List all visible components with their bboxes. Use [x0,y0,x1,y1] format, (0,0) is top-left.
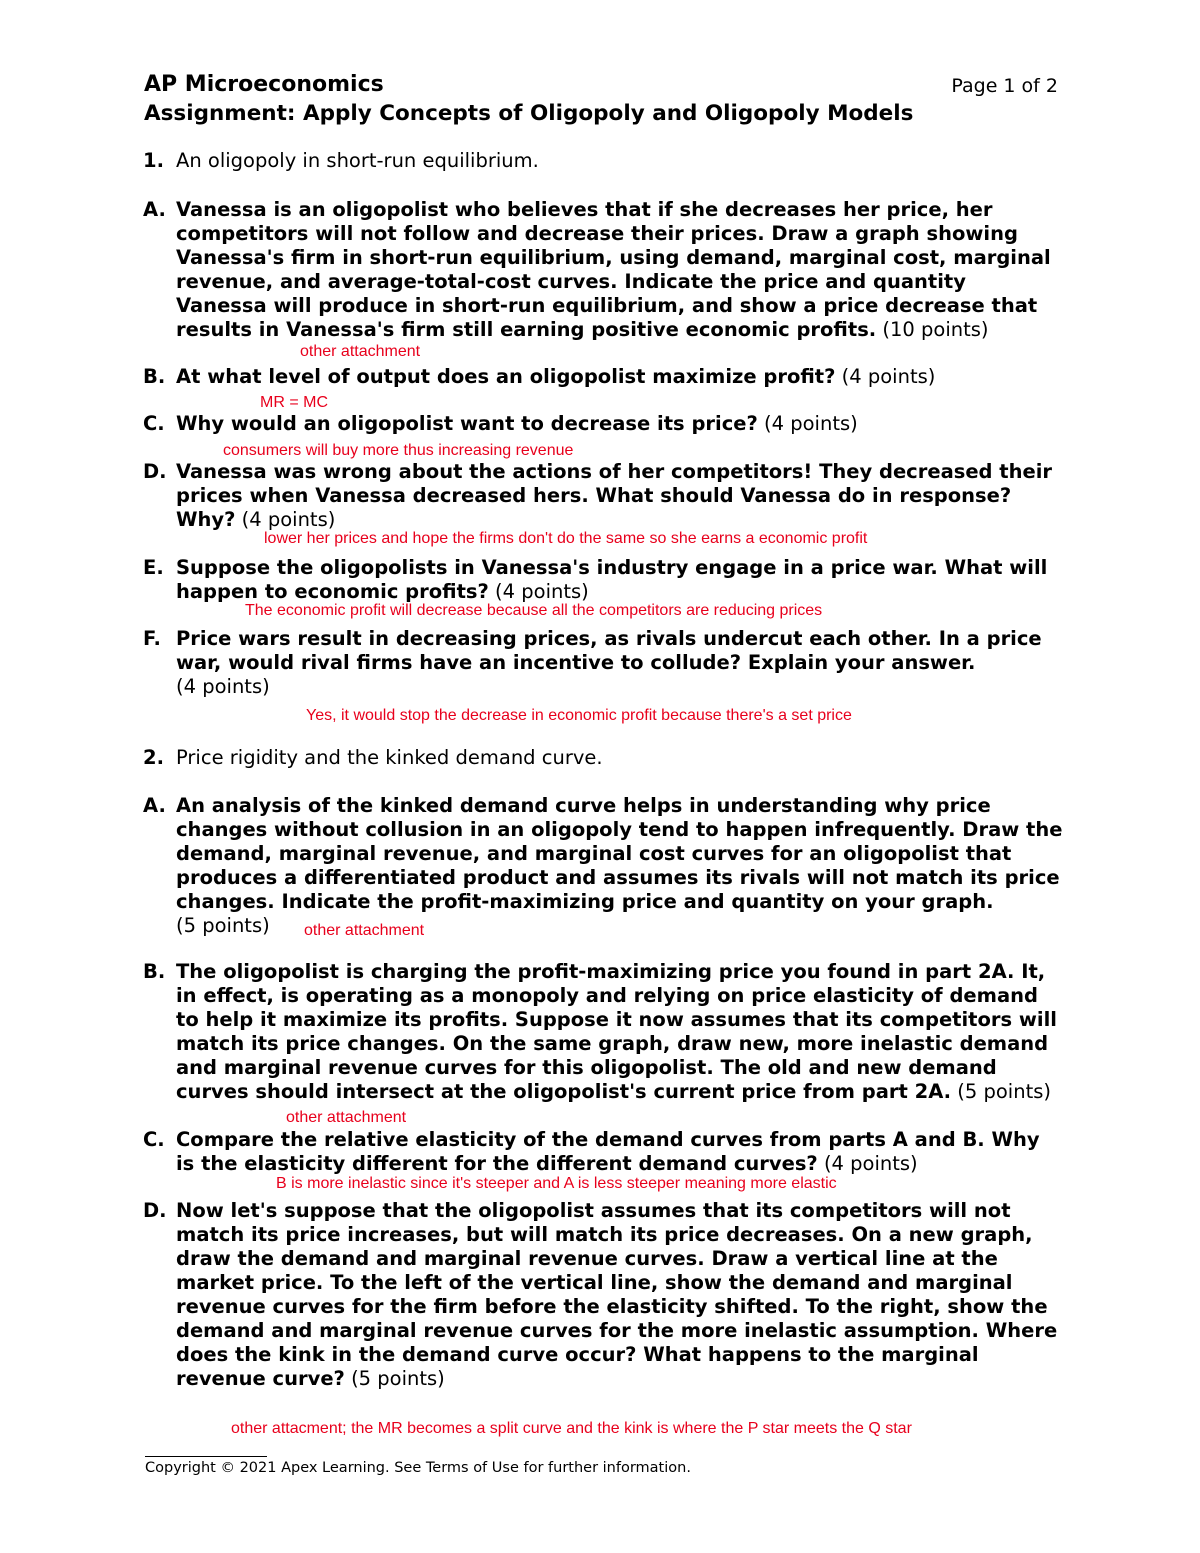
part-letter: A. [143,794,166,817]
part-letter: D. [143,460,167,483]
part-letter: C. [143,1128,165,1151]
footer-divider [145,1456,267,1457]
points: (4 points) [241,508,336,531]
part-text: The oligopolist is charging the profit-maximizing price you found in part 2A. It, in effect, is operating as a monopoly and relying on price elasticity of demand to help it maximize its profits. Suppose it now assumes that its competitors will match its price changes. On the same graph, draw new, more inelastic demand and marginal revenue curves for this oligopolist. The old and new demand curves should intersect at the oligopolist's current price from part 2A. [176,960,1057,1103]
question-1d [143,460,1063,532]
question-text: An oligopoly in short-run equilibrium. [176,149,539,172]
answer-2c: B is more inelastic since it's steeper and A is less steeper meaning more elastic [276,1175,837,1192]
part-letter: F. [143,627,161,650]
question-1e [143,556,1063,604]
points: (5 points) [957,1080,1051,1103]
part-text: Why would an oligopolist want to decrease its price? [176,412,758,435]
part-letter: C. [143,412,165,435]
answer-2b: other attachment [286,1109,407,1126]
part-letter: E. [143,556,164,579]
points: (5 points) [176,914,270,937]
points: (5 points) [351,1367,445,1390]
question-2-heading [143,746,1063,770]
points: (4 points) [841,365,936,388]
points: (4 points) [176,675,270,698]
question-1-heading [143,149,1063,173]
points: (4 points) [823,1152,918,1175]
part-text: Suppose the oligopolists in Vanessa's industry engage in a price war. What will happen to economic profits? [176,556,1048,603]
assignment-title: Assignment: Apply Concepts of Oligopoly and Oligopoly Models [144,101,914,126]
question-1b [143,365,1063,389]
answer-1a: other attachment [300,343,421,360]
answer-1f: Yes, it would stop the decrease in economic profit because there's a set price [306,707,852,724]
question-2c [143,1128,1063,1176]
answer-2a: other attachment [304,922,425,939]
question-2b [143,960,1063,1104]
question-2a [143,794,1063,938]
part-letter: A. [143,198,166,221]
part-text: Now let's suppose that the oligopolist assumes that its competitors will not match its price increases, but will match its price decreases. On a new graph, draw the demand and marginal revenue curves. Draw a vertical line at the market price. To the left of the vertical line, show the demand and marginal revenue curves for the firm before the elasticity shifted. To the right, show the demand and marginal revenue curves for the more inelastic assumption. Where does the kink in the demand curve occur? What happens to the marginal revenue curve? [176,1199,1058,1390]
question-text: Price rigidity and the kinked demand curve. [176,746,603,769]
part-letter: D. [143,1199,167,1222]
question-1f [143,627,1063,699]
question-number: 2. [143,746,164,769]
answer-1d: lower her prices and hope the firms don't do the same so she earns a economic profit [264,530,868,547]
answer-1c: consumers will buy more thus increasing revenue [223,442,574,459]
question-1c [143,412,1063,436]
points: (10 points) [882,318,989,341]
points: (4 points) [495,580,589,603]
part-text: Price wars result in decreasing prices, as rivals undercut each other. In a price war, would rival firms have an incentive to collude? Explain your answer. [176,627,1042,674]
part-text: Vanessa was wrong about the actions of her competitors! They decreased their prices when Vanessa decreased hers. What should Vanessa do in response? Why? [176,460,1053,531]
question-2d [143,1199,1063,1391]
part-letter: B. [143,960,166,983]
part-letter: B. [143,365,166,388]
course-title: AP Microeconomics [144,72,384,97]
page-number: Page 1 of 2 [951,75,1058,97]
answer-1e: The economic profit will decrease because all the competitors are reducing prices [245,602,823,619]
answer-2d: other attacment; the MR becomes a split curve and the kink is where the P star meets the Q star [231,1420,912,1437]
answer-1b: MR = MC [260,394,328,411]
copyright-notice: Copyright © 2021 Apex Learning. See Terms of Use for further information. [145,1460,691,1476]
part-text: At what level of output does an oligopolist maximize profit? [176,365,836,388]
part-text: An analysis of the kinked demand curve helps in understanding why price changes without collusion in an oligopoly tend to happen infrequently. Draw the demand, marginal revenue, and marginal cost curves for an oligopolist that produces a differentiated product and assumes its rivals will not match its price changes. Indicate the profit-maximizing price and quantity on your graph. [176,794,1063,913]
question-1a [143,198,1063,342]
part-text: Compare the relative elasticity of the demand curves from parts A and B. Why is the elasticity different for the different demand curves? [176,1128,1040,1175]
part-text: Vanessa is an oligopolist who believes that if she decreases her price, her competitors will not follow and decrease their prices. Draw a graph showing Vanessa's firm in short-run equilibrium, using demand, marginal cost, marginal revenue, and average-total-cost curves. Indicate the price and quantity Vanessa will produce in short-run equilibrium, and show a price decrease that results in Vanessa's firm still earning positive economic profits. [176,198,1051,341]
question-number: 1. [143,149,164,172]
points: (4 points) [764,412,858,435]
